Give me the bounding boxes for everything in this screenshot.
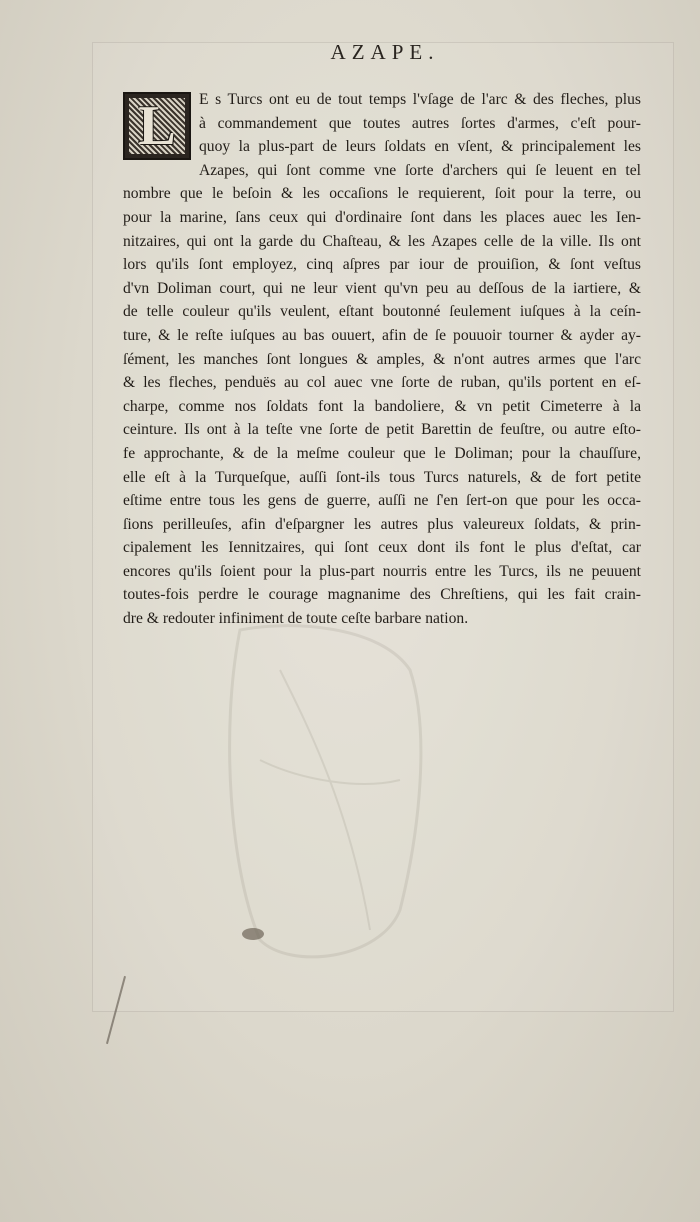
text-line: elle eſt à la Turqueſque, auſſi ſont-ils tous Turcs naturels, & de fort petite: [123, 468, 641, 486]
running-head: AZAPE.: [330, 40, 440, 64]
text-line: d'vn Doliman court, qui ne leur vient qu'vn peu au deſſous de la iartiere, &: [123, 279, 641, 297]
initial-letter: L: [138, 95, 176, 157]
text-line: eſtime entre tous les gens de guerre, auſſi ne ſ'en ſert-on que pour les occa-: [123, 492, 641, 510]
text-line: dre & redouter infiniment de toute ceſte barbare nation.: [123, 610, 469, 628]
text-line: Azapes, qui ſont comme vne ſorte d'archers qui ſe leuent en tel: [199, 161, 641, 179]
text-line: charpe, comme nos ſoldats font la bandoliere, & vn petit Cimeterre à la: [123, 397, 641, 415]
paragraph: [123, 88, 641, 631]
text-line: quoy la plus-part de leurs ſoldats en vſent, & principalement les: [199, 138, 641, 156]
text-line: de telle couleur qu'ils veulent, eſtant boutonné ſeulement iuſques à la ceín-: [123, 303, 641, 321]
text-line: nitzaires, qui ont la garde du Chaſteau, & les Azapes celle de la ville. Ils ont: [123, 232, 641, 250]
text-line: toutes-fois perdre le courage magnanime des Chreſtiens, qui les fait crain-: [123, 586, 641, 604]
text-line: ture, & le reſte iuſques au bas ouuert, afin de ſe pouuoir tourner & ayder ay-: [123, 326, 641, 344]
paper-scratch: [106, 976, 126, 1044]
text-line: cipalement les Iennitzaires, qui ſont ceux dont ils font le plus d'eſtat, car: [123, 539, 641, 557]
body-text: [123, 88, 641, 631]
text-line: à commandement que toutes autres ſortes d'armes, c'eſt pour-: [199, 114, 641, 132]
show-through-engraving: [200, 610, 460, 990]
text-line: ceinture. Ils ont à la teſte vne ſorte de petit Barettin de feuſtre, ou autre eſto-: [123, 421, 641, 439]
text-line: lors qu'ils ſont employez, cinq aſpres par iour de prouiſion, & ſont veſtus: [123, 256, 641, 274]
decorated-initial: [123, 92, 191, 160]
text-line: pour la marine, ſans ceux qui d'ordinaire ſont dans les places auec les Ien-: [123, 208, 641, 226]
ink-stain: [242, 928, 264, 940]
text-line: ſément, les manches ſont longues & amples, & n'ont autres armes que l'arc: [123, 350, 641, 368]
text-line: nombre que le beſoin & les occaſions le requierent, ſoit pour la terre, ou: [123, 185, 641, 203]
text-line: encores qu'ils ſoient pour la plus-part nourris entre les Turcs, ils ne peuuent: [123, 562, 641, 580]
text-line: ſions perilleuſes, afin d'eſpargner les autres plus valeureux ſoldats, & prin-: [123, 515, 641, 533]
text-line: E s Turcs ont eu de tout temps l'vſage de l'arc & des fleches, plus: [199, 91, 641, 108]
text-line: fe approchante, & de la meſme couleur que le Doliman; pour la chauſſure,: [123, 444, 641, 462]
text-line: & les fleches, penduës au col auec vne ſorte de ruban, qu'ils portent en eſ-: [123, 374, 641, 392]
